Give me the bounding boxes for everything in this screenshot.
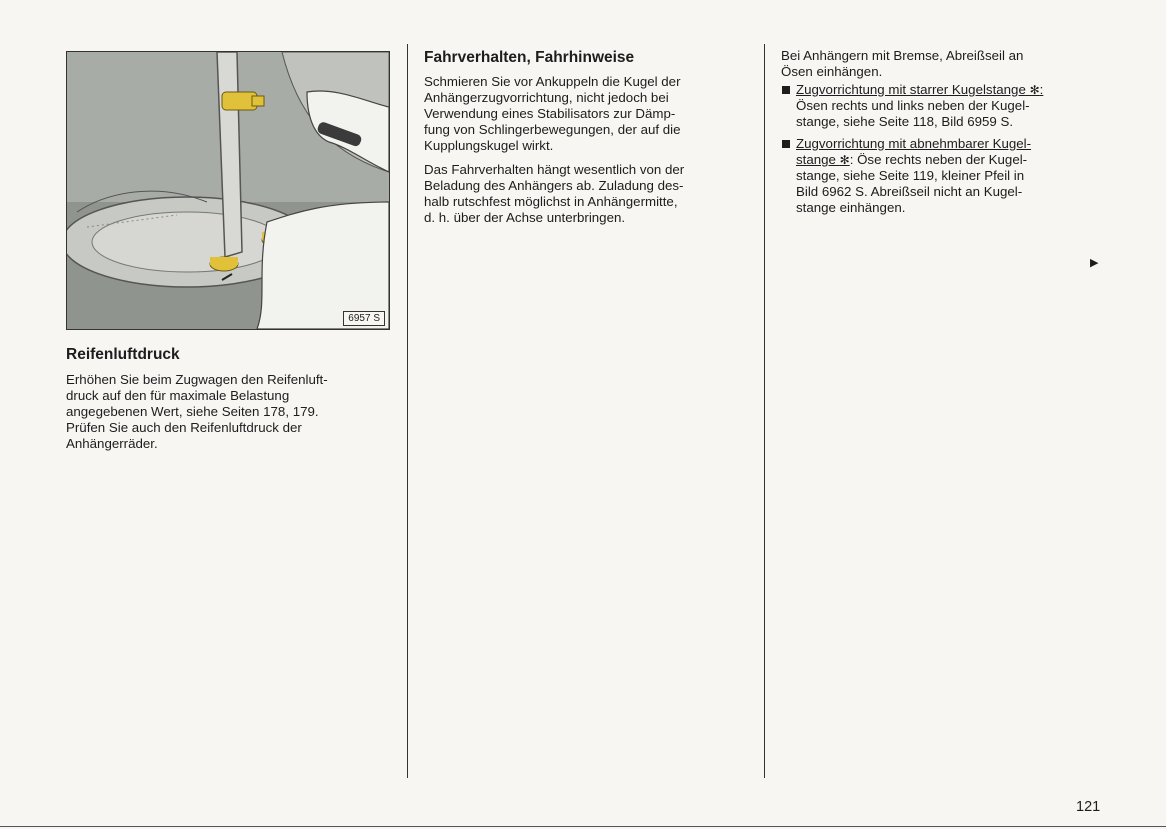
column-divider-right — [764, 44, 765, 778]
page-number: 121 — [1076, 799, 1101, 815]
bottom-rule — [0, 826, 1166, 827]
driving-paragraph-1: Schmieren Sie vor Ankuppeln die Kugel der Anhängerzugvorrichtung, nicht jedoch bei Verwendung eines Stabilisators zur Dämp- fung von Schlingerbewegungen, der auf die Kupplungskugel wirkt. — [424, 74, 681, 153]
column-divider-left — [407, 44, 408, 778]
battery-terminal-illustration — [67, 52, 389, 329]
list-item-title: Zugvorrichtung mit abnehmbarer Kugel- — [796, 136, 1032, 151]
driving-paragraph-2: Das Fahrverhalten hängt wesentlich von der Beladung des Anhängers ab. Zuladung des- halb rutschfest möglichst in Anhängermitte, d. h. über der Achse unterbringen. — [424, 162, 685, 225]
snowflake-icon: ✻ — [1029, 83, 1040, 97]
figure-label: 6957 S — [343, 311, 385, 326]
tire-pressure-paragraph: Erhöhen Sie beim Zugwagen den Reifenluft- druck auf den für maximale Belastung angegebenen Wert, siehe Seiten 178, 179. Prüfen Sie auch den Reifenluftdruck der Anhängerräder. — [66, 372, 328, 451]
square-bullet-icon — [782, 140, 790, 148]
list-item-fixed-ball: Zugvorrichtung mit starrer Kugelstange ✻: Ösen rechts und links neben der Kugel- stange, siehe Seite 118, Bild 6959 S. — [781, 82, 1106, 130]
list-item-title: Zugvorrichtung mit starrer Kugelstange — [796, 82, 1026, 97]
right-column — [781, 48, 1106, 216]
left-column — [66, 345, 396, 452]
square-bullet-icon — [782, 86, 790, 94]
illustration-figure — [66, 51, 390, 330]
section-heading-tire-pressure: Reifenluftdruck — [66, 346, 180, 363]
section-heading-driving: Fahrverhalten, Fahrhinweise — [424, 49, 635, 66]
snowflake-icon: ✻ — [839, 153, 850, 167]
middle-column — [424, 48, 744, 226]
list-item-detachable-ball: Zugvorrichtung mit abnehmbarer Kugel- stange ✻: Öse rechts neben der Kugel- stange, siehe Seite 119, kleiner Pfeil in Bild 6962 S. Abreißseil nicht an Kugel- stange einhängen. — [781, 136, 1106, 216]
triangle-right-icon: ▶ — [1090, 257, 1099, 269]
breakaway-cable-intro: Bei Anhängern mit Bremse, Abreißseil an Ösen einhängen. — [781, 48, 1024, 79]
